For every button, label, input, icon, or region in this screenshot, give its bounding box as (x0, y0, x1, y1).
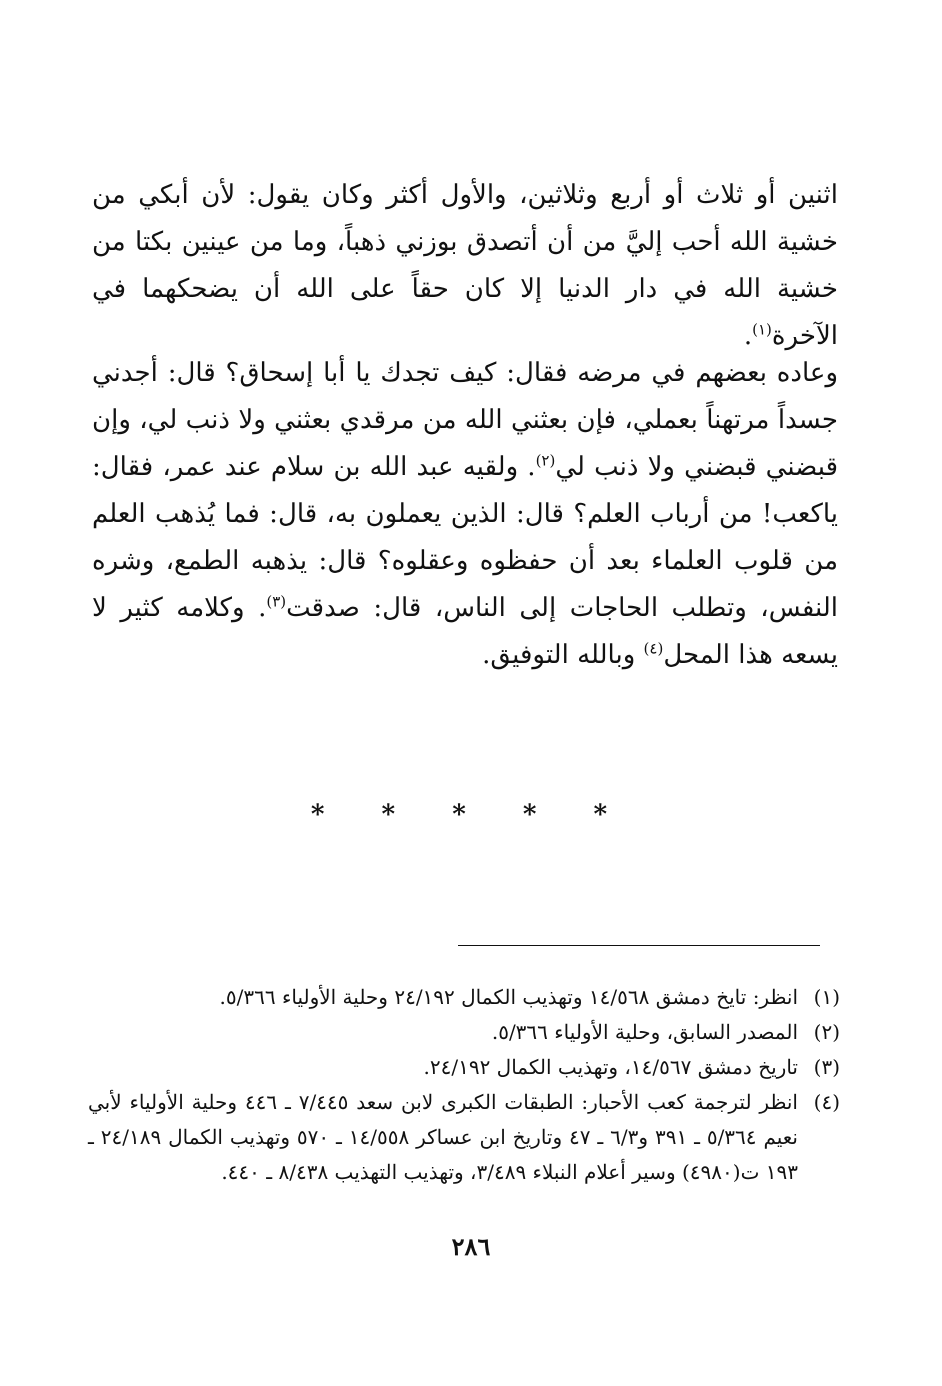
footnote-text: تاريخ دمشق ١٤/٥٦٧، وتهذيب الكمال ٢٤/١٩٢. (423, 1055, 798, 1079)
body-paragraph-1 (92, 172, 838, 360)
section-separator: * * * * * (310, 800, 632, 830)
paragraph-text: . وكلامه كثير لا يسعه هذا المحل (92, 593, 838, 670)
footnote-divider (458, 945, 820, 946)
footnotes-list (88, 980, 840, 1190)
footnote-text: المصدر السابق، وحلية الأولياء ٥/٣٦٦. (491, 1020, 798, 1044)
footnote-number: (٢) (813, 1020, 840, 1044)
footnote-4 (88, 1085, 840, 1190)
footnote-ref-1[interactable]: (١) (752, 320, 772, 339)
paragraph-text: وعاده بعضهم في مرضه فقال: كيف تجدك يا أبا إسحاق؟ قال: أجدني جسداً مرتهناً بعملي، فإن بعثني الله من مرقدي بعثني ولا ذنب لي، وإن قبضني قبضني ولا ذنب لي (92, 358, 838, 482)
footnote-ref-4[interactable]: (٤) (643, 639, 664, 658)
footnote-ref-3[interactable]: (٣) (266, 592, 287, 611)
footnote-2 (88, 1015, 840, 1050)
footnote-ref-2[interactable]: (٢) (535, 451, 556, 470)
footnote-number: (٤) (813, 1090, 840, 1114)
paragraph-text: . (743, 321, 753, 351)
footnote-text: انظر لترجمة كعب الأحبار: الطبقات الكبرى لابن سعد ٧/٤٤٥ ـ ٤٤٦ وحلية الأولياء لأبي نعيم ٥/٣٦٤ ـ ٣٩١ و٦/٣ ـ ٤٧ وتاريخ ابن عساكر ١٤/٥٥٨ ـ ٥٧٠ وتهذيب الكمال ٢٤/١٨٩ ـ ١٩٣ ت(٤٩٨٠) وسير أعلام النبلاء ٣/٤٨٩، وتهذيب التهذيب ٨/٤٣٨ ـ ٤٤٠. (88, 1090, 798, 1184)
paragraph-text: وبالله التوفيق. (482, 640, 644, 670)
page-number: ٢٨٦ (451, 1232, 491, 1261)
footnote-number: (١) (813, 985, 840, 1009)
paragraph-text: اثنين أو ثلاث أو أربع وثلاثين، والأول أكثر وكان يقول: لأن أبكي من خشية الله أحب إليَّ من أن أتصدق بوزني ذهباً، وما من عينين بكتا من خشية الله في دار الدنيا إلا كان حقاً على الله أن يضحكهما في الآخرة (92, 180, 838, 351)
footnote-number: (٣) (813, 1055, 840, 1079)
footnote-text: انظر: تايخ دمشق ١٤/٥٦٨ وتهذيب الكمال ٢٤/١٩٢ وحلية الأولياء ٥/٣٦٦. (219, 985, 798, 1009)
footnote-1 (88, 980, 840, 1015)
footnote-3 (88, 1050, 840, 1085)
paragraph-text: . ولقيه عبد الله بن سلام عند عمر، فقال: ياكعب! من أرباب العلم؟ قال: الذين يعملون به، قال: فما يُذهب العلم من قلوب العلماء بعد أن حفظوه وعقلوه؟ قال: يذهبه الطمع، وشره النفس، وتطلب الحاجات إلى الناس، قال: صدقت (92, 452, 838, 623)
body-paragraph-2 (92, 350, 838, 679)
